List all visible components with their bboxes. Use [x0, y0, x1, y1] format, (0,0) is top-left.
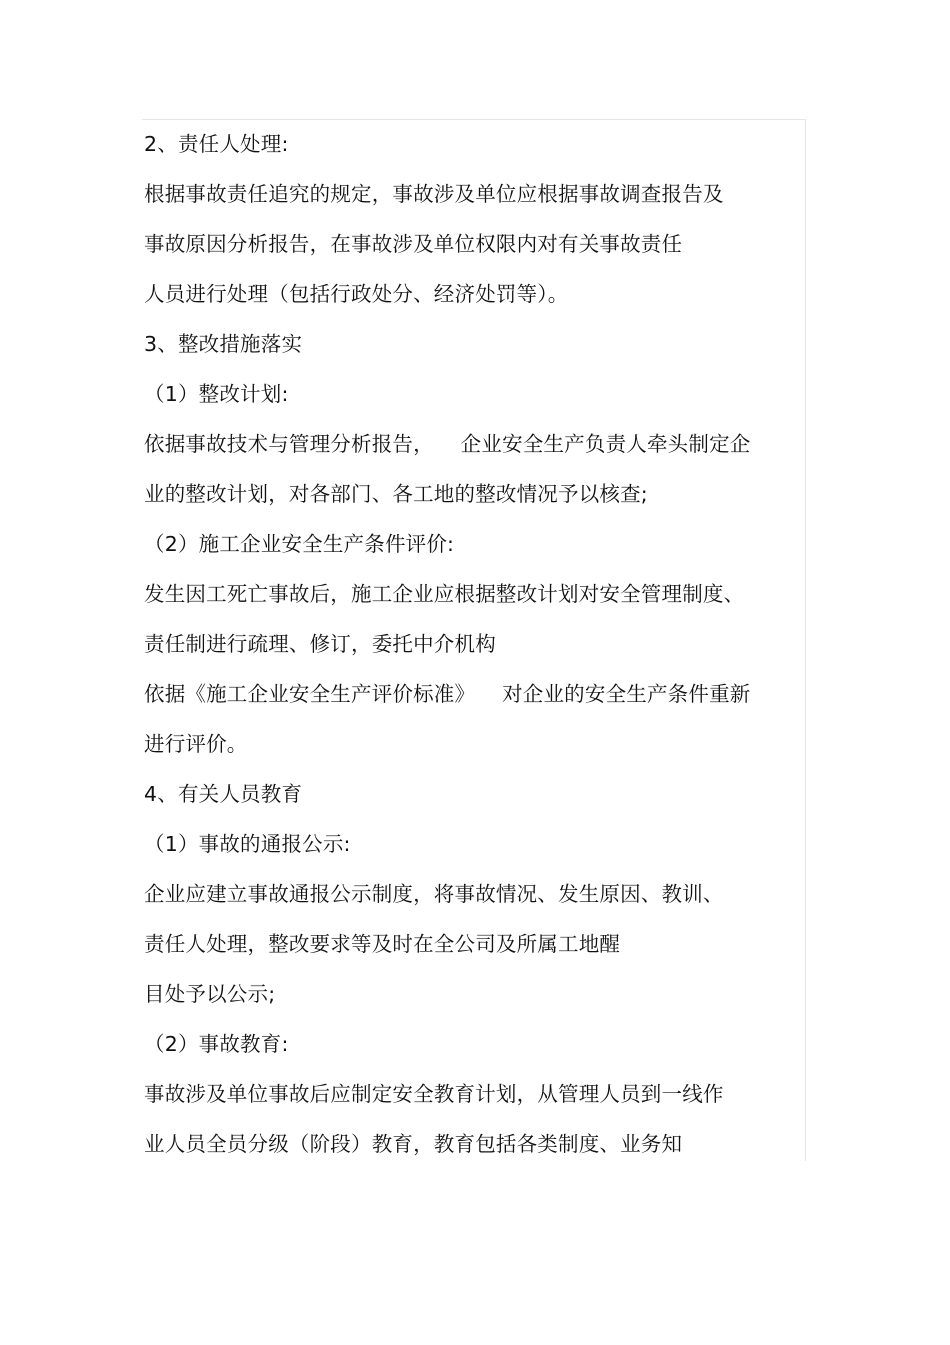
paragraph-line: 企业应建立事故通报公示制度，将事故情况、发生原因、教训、	[144, 882, 724, 906]
subheading-accident-notice: （1）事故的通报公示:	[144, 832, 351, 856]
paragraph-line: 发生因工死亡事故后，施工企业应根据整改计划对安全管理制度、	[144, 582, 745, 606]
subheading-safety-evaluation: （2）施工企业安全生产条件评价:	[144, 532, 455, 556]
paragraph-line: 业人员全员分级（阶段）教育，教育包括各类制度、业务知	[144, 1132, 683, 1156]
subheading-rectification-plan: （1）整改计划:	[144, 382, 289, 406]
paragraph-line: 责任制进行疏理、修订，委托中介机构	[144, 632, 496, 656]
section-heading-responsible-handling: 2、责任人处理:	[144, 132, 289, 156]
paragraph-line: 业的整改计划，对各部门、各工地的整改情况予以核查;	[144, 482, 648, 506]
section-heading-personnel-education: 4、有关人员教育	[144, 782, 303, 806]
paragraph-line: 事故原因分析报告，在事故涉及单位权限内对有关事故责任	[144, 232, 683, 256]
paragraph-line: 依据《施工企业安全生产评价标准》 对企业的安全生产条件重新	[144, 682, 751, 706]
paragraph-line: 进行评价。	[144, 732, 248, 756]
paragraph-line: 目处予以公示;	[144, 982, 276, 1006]
paragraph-line: 人员进行处理（包括行政处分、经济处罚等）。	[144, 282, 569, 306]
paragraph-line: 依据事故技术与管理分析报告， 企业安全生产负责人牵头制定企	[144, 432, 751, 456]
subheading-accident-education: （2）事故教育:	[144, 1032, 289, 1056]
document-body	[144, 119, 804, 1169]
paragraph-line: 根据事故责任追究的规定，事故涉及单位应根据事故调查报告及	[144, 182, 724, 206]
paragraph-line: 责任人处理，整改要求等及时在全公司及所属工地醒	[144, 932, 621, 956]
paragraph-line: 事故涉及单位事故后应制定安全教育计划，从管理人员到一线作	[144, 1082, 724, 1106]
section-heading-rectification: 3、整改措施落实	[144, 332, 303, 356]
